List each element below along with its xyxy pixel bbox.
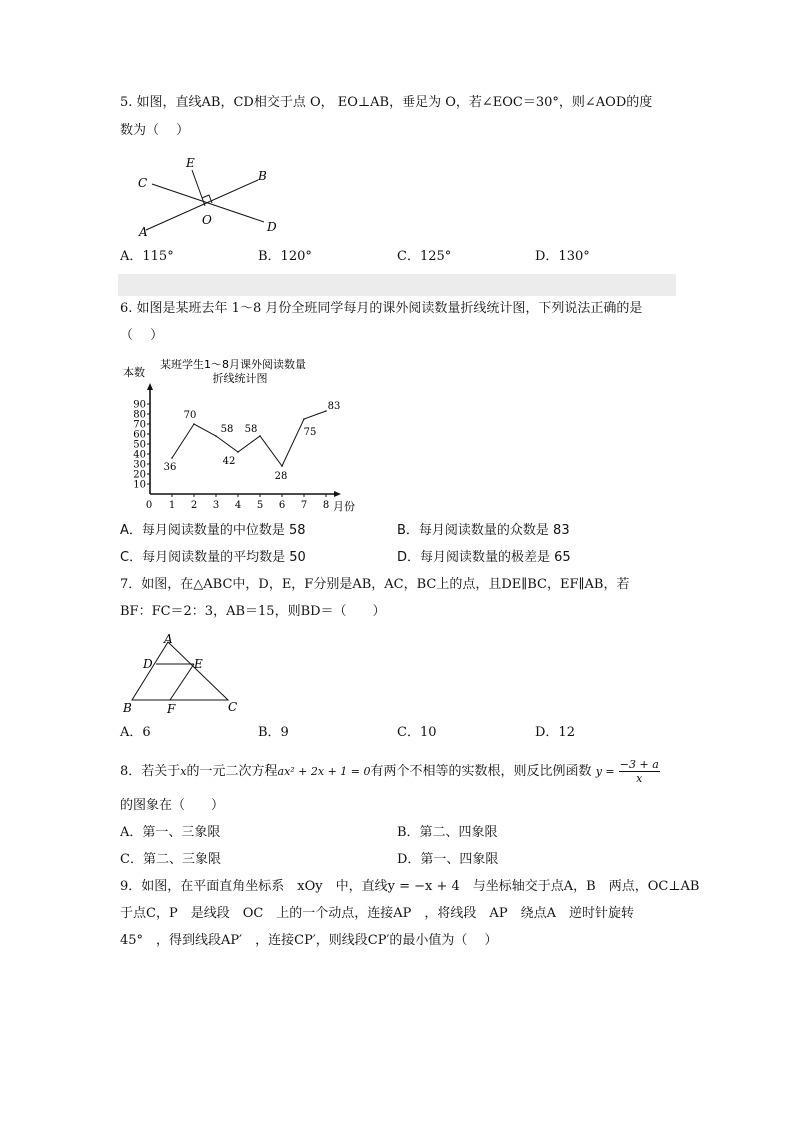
q5-stem-line1: 5. 如图，直线AB，CD相交于点 O， EO⊥AB，垂足为 O，若∠EOC＝30°，则∠AOD的度 (120, 95, 653, 110)
x-tick-label: 3 (212, 500, 220, 511)
data-point (259, 435, 261, 437)
q6-option-b: B．每月阅读数量的众数是 83 (397, 523, 570, 538)
label-C: C (228, 700, 238, 714)
q7-option-c: C．10 (397, 725, 437, 740)
y-tick-label: 30 (133, 459, 146, 471)
q6-option-d: D．每月阅读数量的极差是 65 (397, 550, 571, 565)
q9-stem-line2: 于点C，P 是线段 OC 上的一个动点，连接AP ，将线段 AP 绕点A 逆时针旋转 (120, 906, 634, 921)
data-label: 58 (244, 424, 258, 435)
x-tick-label: 5 (256, 500, 264, 511)
y-tick-label: 50 (133, 439, 146, 451)
triangle-ABC (132, 642, 228, 700)
q7-stem-line1: 7．如图，在△ABC中，D，E，F分别是AB，AC，BC上的点，且DE∥BC，EF∥AB，若 (120, 577, 630, 592)
q6-stem-line2: （ ） (120, 328, 164, 343)
q6-option-a: A．每月阅读数量的中位数是 58 (120, 523, 306, 538)
chart-subtitle: 折线统计图 (212, 372, 268, 385)
q8-option-b: B．第二、四象限 (397, 825, 498, 840)
q8-var-x: x (180, 765, 187, 778)
q8-mid2: 有两个不相等的实数根，则反比例函数 (370, 764, 592, 779)
q8-option-d: D．第一、四象限 (397, 852, 499, 867)
x-tick-label: 8 (322, 500, 330, 511)
label-O: O (202, 213, 212, 227)
x-tick-label: 4 (234, 500, 242, 511)
data-point (193, 423, 195, 425)
segment-EF (170, 664, 194, 700)
data-point (303, 418, 305, 420)
q8-mid: 的一元二次方程 (186, 764, 278, 779)
data-label: 70 (183, 410, 197, 421)
data-label: 36 (163, 462, 177, 473)
y-tick-label: 80 (133, 409, 146, 421)
reading-chart (115, 354, 365, 514)
label-B: B (123, 701, 132, 715)
data-point (171, 457, 173, 459)
x-tick-label: 0 (145, 500, 153, 511)
label-D: D (267, 220, 277, 234)
chart-xlabel: 月份 (333, 500, 355, 513)
label-B: B (258, 169, 267, 183)
q8-stem-line2: 的图象在（ ） (120, 798, 225, 813)
data-label: 42 (222, 456, 236, 467)
data-point (237, 451, 239, 453)
y-tick-label: 60 (133, 429, 146, 441)
q6-option-c: C．每月阅读数量的平均数是 50 (120, 550, 306, 565)
y-axis-arrow (147, 383, 153, 390)
q8-fraction (619, 758, 660, 785)
data-label: 83 (327, 401, 341, 412)
data-point (325, 410, 327, 412)
x-tick-label: 2 (190, 500, 198, 511)
q5-option-b: B．120° (258, 249, 312, 264)
data-label: 75 (303, 427, 317, 438)
label-F: F (167, 702, 176, 716)
data-point (281, 465, 283, 467)
q8-frac-num: −3 + a (619, 758, 659, 771)
y-tick-label: 70 (133, 419, 146, 431)
q8-option-a: A．第一、三象限 (120, 825, 221, 840)
q5-option-c: C．125° (397, 249, 452, 264)
label-A: A (139, 225, 148, 239)
data-point (215, 435, 217, 437)
divider-band (118, 274, 676, 296)
q9-stem-line3: 45° ，得到线段AP′ ，连接CP′，则线段CP′的最小值为（ ） (120, 933, 498, 948)
ray-OE (192, 170, 205, 206)
q7-stem-line2: BF：FC＝2：3，AB＝15，则BD＝（ ） (120, 604, 386, 619)
x-tick-label: 6 (278, 500, 286, 511)
q7-option-a: A．6 (120, 725, 151, 740)
q8-option-c: C．第二、三象限 (120, 852, 221, 867)
data-label: 58 (220, 424, 234, 435)
q7-option-d: D．12 (535, 725, 575, 740)
label-C: C (138, 176, 148, 190)
label-A: A (164, 632, 173, 646)
chart-title: 某班学生1～8月课外阅读数量 (160, 358, 306, 371)
data-label: 28 (274, 471, 288, 482)
q8-stem-line1 (120, 758, 660, 785)
q5-option-a: A．115° (120, 249, 174, 264)
q8-frac-den: x (636, 772, 643, 785)
x-tick-label: 1 (168, 500, 176, 511)
x-axis-arrow (334, 491, 341, 497)
label-E: E (194, 657, 203, 671)
y-tick-label: 40 (133, 449, 146, 461)
label-E: E (186, 156, 195, 170)
label-D: D (143, 657, 153, 671)
chart-ylabel: 本数 (123, 366, 145, 379)
q5-stem-line2: 数为（ ） (120, 123, 190, 138)
q5-figure (130, 150, 290, 242)
q7-figure (120, 632, 250, 718)
y-tick-label: 20 (133, 469, 146, 481)
q9-stem-line1: 9．如图，在平面直角坐标系 xOy 中，直线y = −x + 4 与坐标轴交于点A，B 两点，OC⊥AB (120, 879, 700, 894)
q7-option-b: B．9 (258, 725, 289, 740)
q8-func-lhs: y = (595, 765, 615, 778)
q6-stem-line1: 6. 如图是某班去年 1～8 月份全班同学每月的课外阅读数量折线统计图，下列说法正确的是 (120, 301, 643, 316)
y-tick-label: 90 (133, 399, 146, 411)
q8-prefix: 8．若关于 (120, 764, 181, 779)
y-tick-label: 10 (133, 479, 146, 491)
q5-option-d: D．130° (535, 249, 590, 264)
q8-equation: ax² + 2x + 1 = 0 (277, 765, 371, 778)
x-tick-label: 7 (300, 500, 308, 511)
